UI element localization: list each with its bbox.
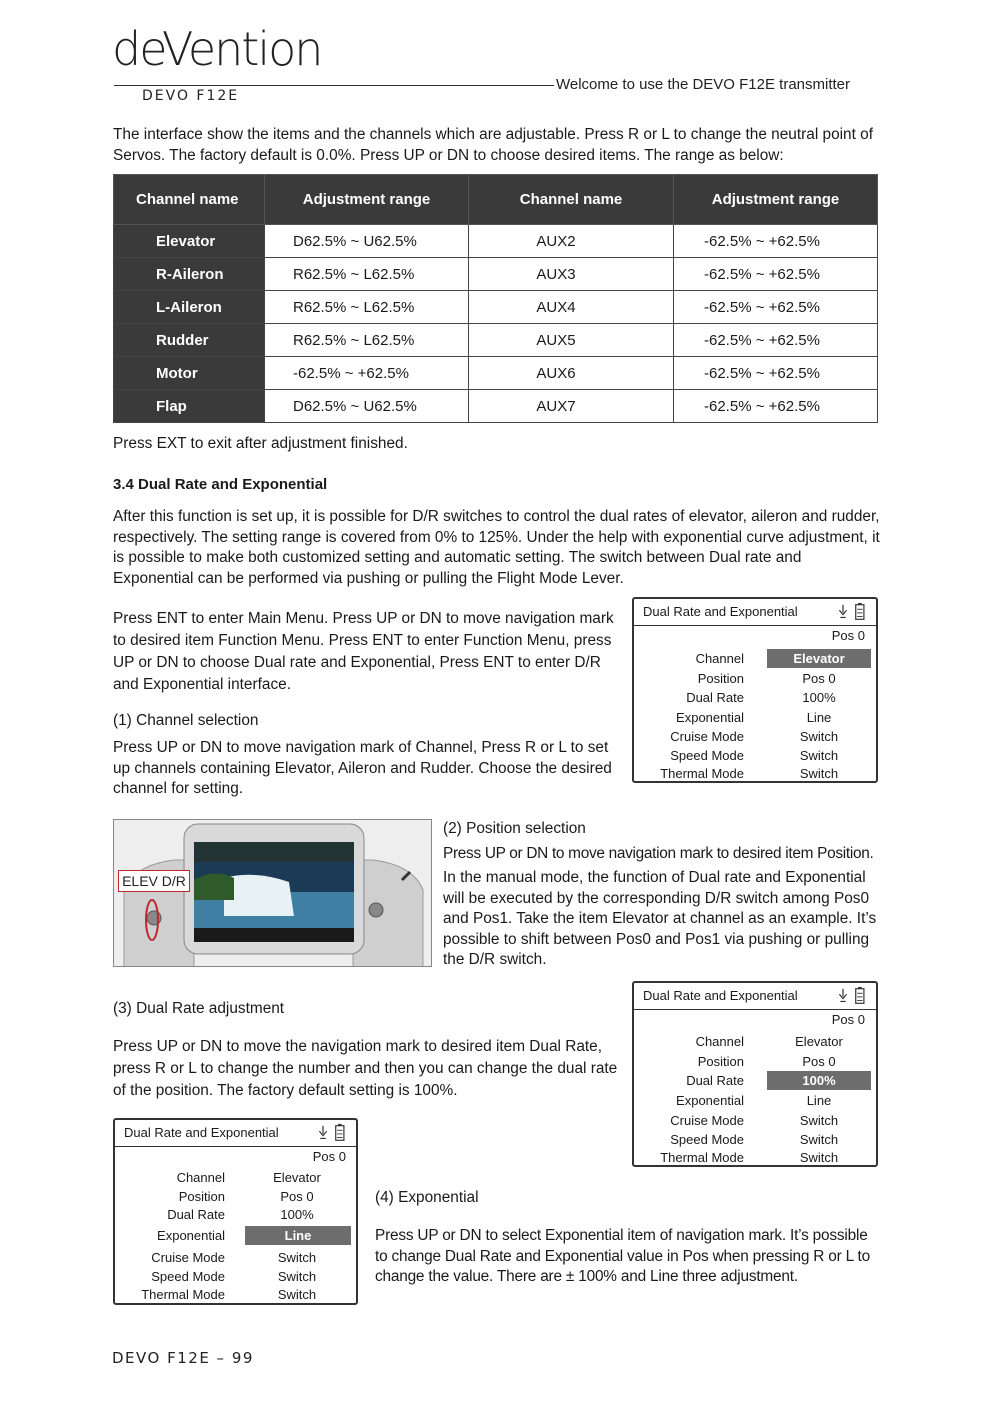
lcd-label: Dual Rate bbox=[167, 1207, 225, 1222]
lcd-row-thermal-mode[interactable] bbox=[634, 764, 876, 783]
table-row bbox=[114, 225, 878, 258]
lcd-title: Dual Rate and Exponential bbox=[124, 1125, 279, 1140]
lcd-label: Exponential bbox=[676, 1093, 744, 1108]
lcd-row-channel[interactable] bbox=[634, 1032, 876, 1051]
lcd-value: Switch bbox=[277, 1250, 317, 1265]
lcd-title-bar bbox=[634, 599, 876, 626]
model-name: DEVO F12E bbox=[142, 88, 240, 104]
sub1-text: Press UP or DN to move navigation mark of Channel, Press R or L to set up channels containing Elevator, Aileron and Rudder. Choose the desired channel for setting. bbox=[113, 739, 612, 797]
exit-note: Press EXT to exit after adjustment finished. bbox=[113, 435, 408, 452]
channel-range-table bbox=[113, 174, 878, 423]
lcd-row-speed-mode[interactable] bbox=[115, 1267, 356, 1286]
lcd-label: Channel bbox=[176, 1170, 225, 1185]
lcd-row-exponential[interactable] bbox=[115, 1226, 356, 1245]
lcd-label: Position bbox=[697, 1054, 744, 1069]
channel-name: R-Aileron bbox=[114, 258, 265, 291]
lcd-label: Position bbox=[178, 1189, 225, 1204]
lcd-label: Thermal Mode bbox=[660, 766, 744, 781]
lcd-value: Switch bbox=[277, 1269, 317, 1284]
lcd-value: Switch bbox=[799, 748, 839, 763]
adjustment-range: -62.5% ~ +62.5% bbox=[674, 357, 878, 390]
table-row bbox=[114, 258, 878, 291]
channel-name: L-Aileron bbox=[114, 291, 265, 324]
lcd-status-icons bbox=[836, 602, 870, 622]
channel-name: AUX3 bbox=[469, 258, 674, 291]
lcd-label: Thermal Mode bbox=[141, 1287, 225, 1302]
lcd-row-speed-mode[interactable] bbox=[634, 1130, 876, 1149]
adjustment-range: -62.5% ~ +62.5% bbox=[265, 357, 469, 390]
lcd-label: Speed Mode bbox=[670, 748, 744, 763]
lcd-label: Cruise Mode bbox=[151, 1250, 225, 1265]
antenna-icon bbox=[839, 989, 846, 1002]
lcd-status-icons bbox=[836, 986, 870, 1006]
menu-navigation-text: Press ENT to enter Main Menu. Press UP or DN to move navigation mark to desired item Function Menu. Press ENT to enter Function Menu, press UP or DN to choose Dual rate and Exponential, Press ENT to enter D/R and Exponential interface. bbox=[113, 610, 614, 693]
lcd-value: Elevator bbox=[273, 1170, 321, 1185]
channel-name: AUX6 bbox=[469, 357, 674, 390]
lcd-row-channel[interactable] bbox=[115, 1168, 356, 1187]
channel-name: Motor bbox=[114, 357, 265, 390]
transmitter-photo bbox=[113, 819, 432, 967]
lcd-row-exponential[interactable] bbox=[634, 1091, 876, 1110]
header-rule bbox=[114, 85, 554, 86]
lcd-row-dual-rate[interactable] bbox=[634, 688, 876, 707]
lcd-value: Pos 0 bbox=[802, 671, 836, 686]
lcd-value: Line bbox=[806, 1093, 832, 1108]
lcd-panel-dual-rate bbox=[632, 981, 878, 1167]
adjustment-range: -62.5% ~ +62.5% bbox=[674, 225, 878, 258]
adjustment-range: -62.5% ~ +62.5% bbox=[674, 324, 878, 357]
table-row bbox=[114, 291, 878, 324]
table-header: Channel name bbox=[114, 175, 265, 225]
lcd-row-position[interactable] bbox=[115, 1187, 356, 1206]
sub2-line1: Press UP or DN to move navigation mark to desired item Position. bbox=[443, 845, 874, 862]
adjustment-range: D62.5% ~ U62.5% bbox=[265, 390, 469, 423]
channel-name: Flap bbox=[114, 390, 265, 423]
adjustment-range: -62.5% ~ +62.5% bbox=[674, 291, 878, 324]
antenna-icon bbox=[839, 605, 846, 618]
lcd-label: Exponential bbox=[157, 1228, 225, 1243]
lcd-label: Position bbox=[697, 671, 744, 686]
lcd-row-cruise-mode[interactable] bbox=[634, 1111, 876, 1130]
table-row bbox=[114, 390, 878, 423]
channel-name: AUX2 bbox=[469, 225, 674, 258]
table-header: Adjustment range bbox=[265, 175, 469, 225]
lcd-row-thermal-mode[interactable] bbox=[634, 1148, 876, 1167]
battery-icon bbox=[856, 987, 864, 1003]
channel-name: AUX4 bbox=[469, 291, 674, 324]
lcd-value: 100% bbox=[280, 1207, 314, 1222]
channel-name: Elevator bbox=[114, 225, 265, 258]
lcd-label: Cruise Mode bbox=[670, 1113, 744, 1128]
lcd-row-cruise-mode[interactable] bbox=[115, 1248, 356, 1267]
lcd-value: Line bbox=[806, 710, 832, 725]
section-intro: After this function is set up, it is possible for D/R switches to control the dual rates of elevator, aileron and rudder, respectively. The setting range is covered from 0% to 125%. Under the help with exponential curve adjustment, it is possible to make both customized setting and automatic setting. The switch between Dual rate and Exponential can be performed via pushing or pulling the Flight Mode Lever. bbox=[113, 508, 880, 587]
lcd-value: Elevator bbox=[795, 1034, 843, 1049]
adjustment-range: R62.5% ~ L62.5% bbox=[265, 291, 469, 324]
lcd-position-indicator: Pos 0 bbox=[312, 1149, 346, 1164]
lcd-row-dual-rate[interactable] bbox=[115, 1205, 356, 1224]
adjustment-range: D62.5% ~ U62.5% bbox=[265, 225, 469, 258]
sub2-text: In the manual mode, the function of Dual rate and Exponential will be executed by the corresponding D/R switch among Pos0 and Pos1. Take the item Elevator at channel as an example. It’s possible to shift between Pos0 and Pos1 via pushing or pulling the D/R switch. bbox=[443, 869, 877, 968]
antenna-icon bbox=[319, 1126, 326, 1139]
lcd-label: Cruise Mode bbox=[670, 729, 744, 744]
lcd-row-speed-mode[interactable] bbox=[634, 746, 876, 765]
lcd-position-indicator: Pos 0 bbox=[831, 628, 865, 643]
lcd-row-thermal-mode[interactable] bbox=[115, 1285, 356, 1304]
lcd-panel-channel bbox=[632, 597, 878, 783]
lcd-label: Thermal Mode bbox=[660, 1150, 744, 1165]
transmitter-illustration bbox=[114, 820, 432, 967]
lcd-label: Speed Mode bbox=[670, 1132, 744, 1147]
adjustment-range: -62.5% ~ +62.5% bbox=[674, 258, 878, 291]
lcd-value: Switch bbox=[799, 1132, 839, 1147]
lcd-row-exponential[interactable] bbox=[634, 708, 876, 727]
lcd-value: Switch bbox=[799, 729, 839, 744]
lcd-label: Dual Rate bbox=[686, 1073, 744, 1088]
lcd-position-indicator: Pos 0 bbox=[831, 1012, 865, 1027]
table-header: Channel name bbox=[469, 175, 674, 225]
table-row bbox=[114, 357, 878, 390]
lcd-value: Switch bbox=[799, 1150, 839, 1165]
channel-name: AUX7 bbox=[469, 390, 674, 423]
lcd-title-bar bbox=[634, 983, 876, 1010]
adjustment-range: R62.5% ~ L62.5% bbox=[265, 324, 469, 357]
lcd-panel-exponential bbox=[113, 1118, 358, 1305]
lcd-value: Pos 0 bbox=[280, 1189, 314, 1204]
lcd-value: Line bbox=[245, 1226, 351, 1245]
battery-icon bbox=[336, 1124, 344, 1140]
sub1-title: (1) Channel selection bbox=[113, 712, 259, 729]
lcd-label: Speed Mode bbox=[151, 1269, 225, 1284]
lcd-value: Elevator bbox=[767, 649, 871, 668]
lcd-row-channel[interactable] bbox=[634, 649, 876, 668]
sub4-title: (4) Exponential bbox=[375, 1189, 479, 1206]
lcd-value: Switch bbox=[799, 1113, 839, 1128]
adjustment-range: R62.5% ~ L62.5% bbox=[265, 258, 469, 291]
brand-logo: deVention bbox=[112, 22, 322, 76]
adjustment-range: -62.5% ~ +62.5% bbox=[674, 390, 878, 423]
sub4-text: Press UP or DN to select Exponential item of navigation mark. It’s possible to change Dual Rate and Exponential value in Pos when pressing R or L to change the value. There are ± 100% and Line three adjustment. bbox=[375, 1227, 870, 1285]
lcd-row-cruise-mode[interactable] bbox=[634, 727, 876, 746]
lcd-value: 100% bbox=[767, 1071, 871, 1090]
lcd-value: Switch bbox=[799, 766, 839, 781]
lcd-label: Channel bbox=[695, 1034, 744, 1049]
battery-icon bbox=[856, 603, 864, 619]
table-row bbox=[114, 324, 878, 357]
page-footer: DEVO F12E – 99 bbox=[112, 1349, 254, 1367]
elev-dr-callout: ELEV D/R bbox=[118, 870, 190, 892]
lcd-value: 100% bbox=[802, 690, 836, 705]
channel-name: AUX5 bbox=[469, 324, 674, 357]
lcd-label: Channel bbox=[695, 651, 744, 666]
sub2-title: (2) Position selection bbox=[443, 820, 586, 837]
section-title: 3.4 Dual Rate and Exponential bbox=[113, 476, 328, 493]
header-tagline: Welcome to use the DEVO F12E transmitter bbox=[556, 76, 851, 93]
table-header-row bbox=[114, 175, 878, 225]
lcd-row-position[interactable] bbox=[634, 669, 876, 688]
intro-text: The interface show the items and the channels which are adjustable. Press R or L to change the neutral point of Servos. The factory default is 0.0%. Press UP or DN to choose desired items. The range as below: bbox=[113, 126, 874, 164]
lcd-title: Dual Rate and Exponential bbox=[643, 604, 798, 619]
lcd-row-position[interactable] bbox=[634, 1052, 876, 1071]
sub3-title: (3) Dual Rate adjustment bbox=[113, 1000, 285, 1017]
channel-name: Rudder bbox=[114, 324, 265, 357]
lcd-row-dual-rate[interactable] bbox=[634, 1071, 876, 1090]
lcd-label: Exponential bbox=[676, 710, 744, 725]
lcd-status-icons bbox=[316, 1123, 350, 1143]
table-header: Adjustment range bbox=[674, 175, 878, 225]
lcd-title: Dual Rate and Exponential bbox=[643, 988, 798, 1003]
sub3-text: Press UP or DN to move the navigation mark to desired item Dual Rate, press R or L to change the number and then you can change the dual rate of the position. The factory default setting is 100%. bbox=[113, 1038, 618, 1099]
lcd-label: Dual Rate bbox=[686, 690, 744, 705]
lcd-title-bar bbox=[115, 1120, 356, 1147]
lcd-value: Pos 0 bbox=[802, 1054, 836, 1069]
lcd-value: Switch bbox=[277, 1287, 317, 1302]
